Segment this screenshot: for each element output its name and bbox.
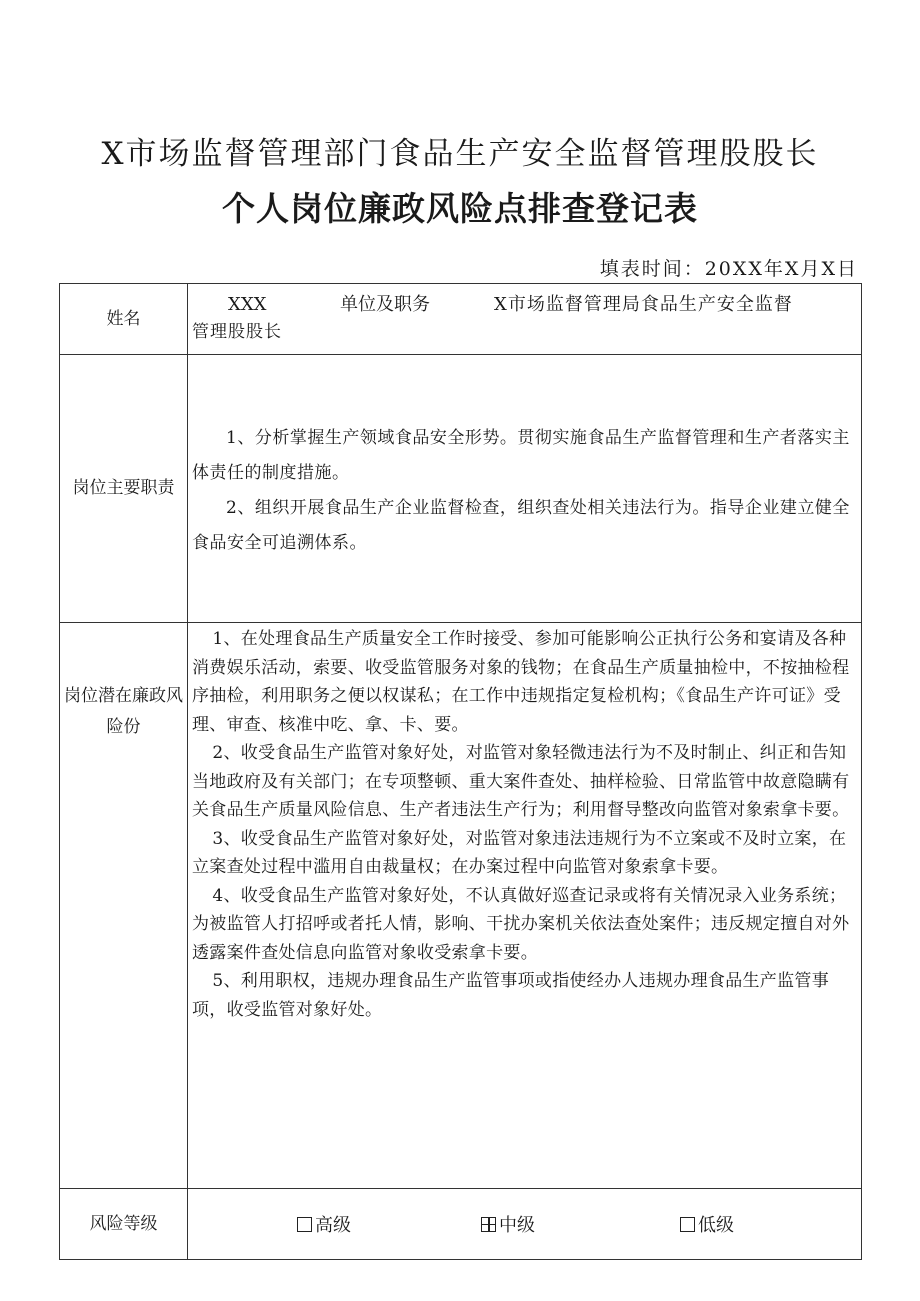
risks-label: 岗位潜在廉政风险份 xyxy=(60,623,188,1189)
duty-item: 1、分析掌握生产领域食品安全形势。贯彻实施食品生产监督管理和生产者落实主体责任的制度措施。 xyxy=(192,427,850,483)
risk-item: 4、收受食品生产监管对象好处，不认真做好巡查记录或将有关情况录入业务系统；为被监管人打招呼或者托人情，影响、干扰办案机关依法查处案件；违反规定擅自对外透露案件查处信息向监管对象收受索拿卡要。 xyxy=(192,885,850,963)
checkbox-unchecked-icon[interactable] xyxy=(680,1217,695,1232)
risk-level-medium-label: 中级 xyxy=(499,1215,535,1236)
checkbox-unchecked-icon[interactable] xyxy=(297,1217,312,1232)
name-value: XXX xyxy=(228,294,267,315)
risk-level-options xyxy=(188,1189,862,1260)
risk-item: 2、收受食品生产监管对象好处，对监管对象轻微违法行为不及时制止、纠正和告知当地政府及有关部门；在专项整顿、重大案件查处、抽样检验、日常监管中故意隐瞒有关食品生产质量风险信息、生产者违法生产行为；利用督导整改向监管对象索拿卡要。 xyxy=(192,743,850,820)
risks-row xyxy=(60,623,862,1189)
duties-content xyxy=(188,355,862,623)
risk-level-label: 风险等级 xyxy=(60,1189,188,1260)
duty-item: 2、组织开展食品生产企业监督检查，组织查处相关违法行为。指导企业建立健全食品安全可追溯体系。 xyxy=(192,497,850,553)
document-title-line1: X市场监督管理部门食品生产安全监督管理股股长 xyxy=(101,136,819,172)
risk-level-medium[interactable] xyxy=(481,1211,535,1237)
risk-level-high-label: 高级 xyxy=(315,1215,351,1236)
risk-level-high[interactable] xyxy=(297,1211,351,1237)
unit-position-value: X市场监督管理局食品生产安全监督 xyxy=(494,294,793,315)
checkbox-checked-icon[interactable] xyxy=(481,1217,496,1232)
name-row xyxy=(60,284,862,355)
unit-position-value-cont: 管理股股长 xyxy=(192,322,282,342)
unit-position-label: 单位及职务 xyxy=(340,294,430,315)
fill-date: 填表时间：20XX年X月X日 xyxy=(599,258,858,280)
name-unit-cell xyxy=(188,284,862,355)
duties-label: 岗位主要职责 xyxy=(60,355,188,623)
document-title-line2: 个人岗位廉政风险点排查登记表 xyxy=(222,189,698,228)
risk-item: 1、在处理食品生产质量安全工作时接受、参加可能影响公正执行公务和宴请及各种消费娱乐活动，索要、收受监管服务对象的钱物；在食品生产质量抽检中，不按抽检程序抽检，利用职务之便以权谋私；在工作中违规指定复检机构；《食品生产许可证》受理、审查、核准中吃、拿、卡、要。 xyxy=(192,629,850,735)
duties-row xyxy=(60,355,862,623)
risk-item: 5、利用职权，违规办理食品生产监管事项或指使经办人违规办理食品生产监管事项，收受监管对象好处。 xyxy=(192,971,830,1020)
risk-level-row xyxy=(60,1189,862,1260)
name-label: 姓名 xyxy=(60,284,188,355)
risk-registration-form xyxy=(59,283,862,1260)
risk-level-low-label: 低级 xyxy=(698,1215,734,1236)
risk-item: 3、收受食品生产监管对象好处，对监管对象违法违规行为不立案或不及时立案，在立案查处过程中滥用自由裁量权；在办案过程中向监管对象索拿卡要。 xyxy=(192,828,847,877)
risk-level-low[interactable] xyxy=(680,1211,734,1237)
risks-content xyxy=(188,623,862,1189)
